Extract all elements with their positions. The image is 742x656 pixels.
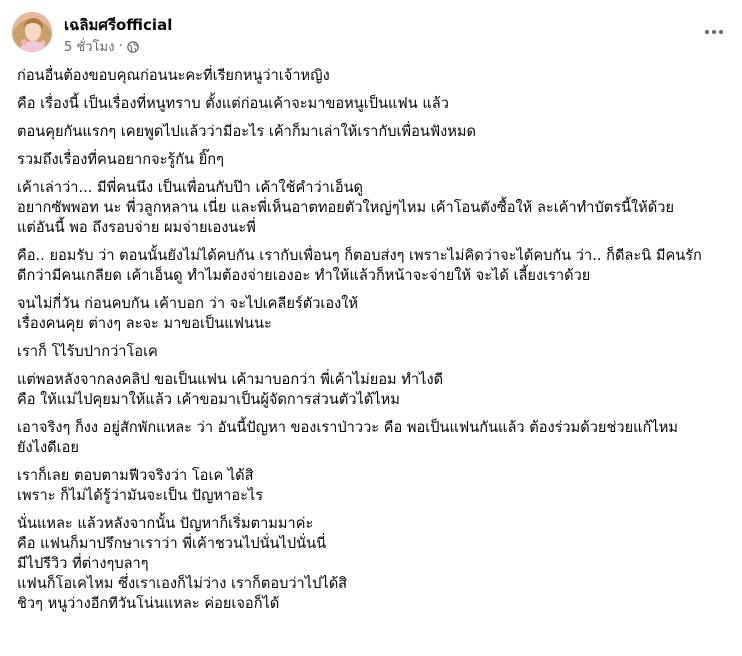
post-text-line: ก่อนอื่นต้องขอบคุณก่อนนะคะที่เรียกหนูว่าเจ้าหญิง xyxy=(17,67,330,84)
post-text-line: ตอนคุยกันแรกๆ เคยพูดไปแล้วว่ามีอะไร เค้าก็มาเล่าให้เรากับเพื่อนฟังหมด xyxy=(17,123,476,140)
post-paragraph xyxy=(17,418,729,458)
post-text-line: นั่นแหละ แล้วหลังจากนั้น ปัญหาก็เริ่มตามมาค่ะ xyxy=(17,515,314,532)
post-text-line: รวมถึงเรื่องที่คนอยากจะรู้กัน ยิ๊กๆ xyxy=(17,151,224,168)
post-text-line: เราก็ โไร้บปากว่าโอเค xyxy=(17,343,158,360)
post-text-line: คือ ให้แม่ไปคุยมาให้แล้ว เค้าขอมาเป็นผู้จัดการส่วนตัวได้ไหม xyxy=(17,391,400,408)
post-meta xyxy=(64,36,139,57)
post-text-line: แต่อันนี้ พอ ถึงรอบจ่าย ผมจ่ายเองนะพี่ xyxy=(17,219,256,236)
post-text-line: คือ เรื่องนี้ เป็นเรื่องที่หนูทราบ ตั้งแต่ก่อนเค้าจะมาขอหนูเป็นแฟน แล้ว xyxy=(17,95,449,112)
post-body xyxy=(17,66,729,622)
meta-separator: · xyxy=(118,39,123,54)
post-text-line: ดีกว่ามีคนเกลียด เค้าเอ็นดู ทำไมต้องจ่ายเองอะ ทำให้แล้วก็หน้าจะจ่ายให้ จะได้ เลี้ยงเราด้วย xyxy=(17,267,591,284)
post-text-line: ยังไงดีเอย xyxy=(17,439,79,456)
post-text-line: มีไปรีวิว ที่ต่างๆบลาๆ xyxy=(17,555,149,572)
post-text-line: เราก็เลย ตอบตามฟีวจริงว่า โอเค ได้สิ xyxy=(17,467,254,484)
post-text-line: จนไม่กี่วัน ก่อนคบกัน เค้าบอก ว่า จะไปเคลียร์ตัวเองให้ xyxy=(17,295,359,312)
post-paragraph xyxy=(17,178,729,238)
post-paragraph xyxy=(17,294,729,334)
post-header xyxy=(12,8,730,56)
post-text-line: อยากซัพพอท นะ พี่วลูกหลาน เนี่ย และพี่เห็นอาตทอยตัวใหญ่ๆไหม เค้าโอนตังซื้อให้ ละเค้าทำบัตรนี้ให้ด้วย xyxy=(17,199,675,216)
post-paragraph xyxy=(17,150,729,170)
post-text-line: เพราะ ก็ไม่ได้รู้ว่ามันจะเป็น ปัญหาอะไร xyxy=(17,487,264,504)
post-text-line: คือ แฟนก็มาปรึกษาเราว่า พี่เค้าชวนไปนั่นไปนั่นนี่ xyxy=(17,535,327,552)
post-paragraph xyxy=(17,466,729,506)
post-text-line: เค้าเล่าว่า... มีพี่คนนึง เป็นเพื่อนกับป๊า เค้าใช้คำว่าเอ็นดู xyxy=(17,179,364,196)
post-text-line: เอาจริงๆ ก็งง อยู่สักพักแหละ ว่า อันนี้ปัญหา ของเราป่าววะ คือ พอเป็นแฟนกันแล้ว ต้องร่วมด้วยช่วยแก้ไหม xyxy=(17,419,678,436)
more-horizontal-icon[interactable] xyxy=(700,20,728,44)
post-paragraph xyxy=(17,246,729,286)
post-paragraph xyxy=(17,370,729,410)
post-text-line: เรื่องคนคุย ต่างๆ ละจะ มาขอเป็นแฟนนะ xyxy=(17,315,272,332)
post-paragraph xyxy=(17,122,729,142)
globe-icon[interactable] xyxy=(127,41,139,53)
author-avatar[interactable] xyxy=(12,12,52,52)
author-name[interactable]: เฉลิมศรีofficial xyxy=(64,16,173,34)
post-timestamp[interactable]: 5 ชั่วโมง xyxy=(64,40,115,55)
post-text-line: ชิวๆ หนูว่างอีกทีวันโน่นแหละ ค่อยเจอก็ได้ xyxy=(17,595,280,612)
post-paragraph xyxy=(17,94,729,114)
post-text-line: แฟนก็โอเคไหม ซึ่งเราเองก็ไม่ว่าง เราก็ตอบว่าไปได้สิ xyxy=(17,575,348,592)
avatar-image xyxy=(12,12,52,52)
post-paragraph xyxy=(17,342,729,362)
post-text-line: แต่พอหลังจากลงคลิป ขอเป็นแฟน เค้ามาบอกว่า พี่เค้าไม่ยอม ทำไงดี xyxy=(17,371,444,388)
post-paragraph xyxy=(17,66,729,86)
post-paragraph xyxy=(17,514,729,614)
post-text-line: คือ.. ยอมรับ ว่า ตอนนั้นยังไม่ได้คบกัน เรากับเพื่อนๆ ก็ตอบส่งๆ เพราะไม่คิดว่าจะได้คบกัน ว่า.. ก็ดีละนิ มีคนรัก xyxy=(17,247,702,264)
